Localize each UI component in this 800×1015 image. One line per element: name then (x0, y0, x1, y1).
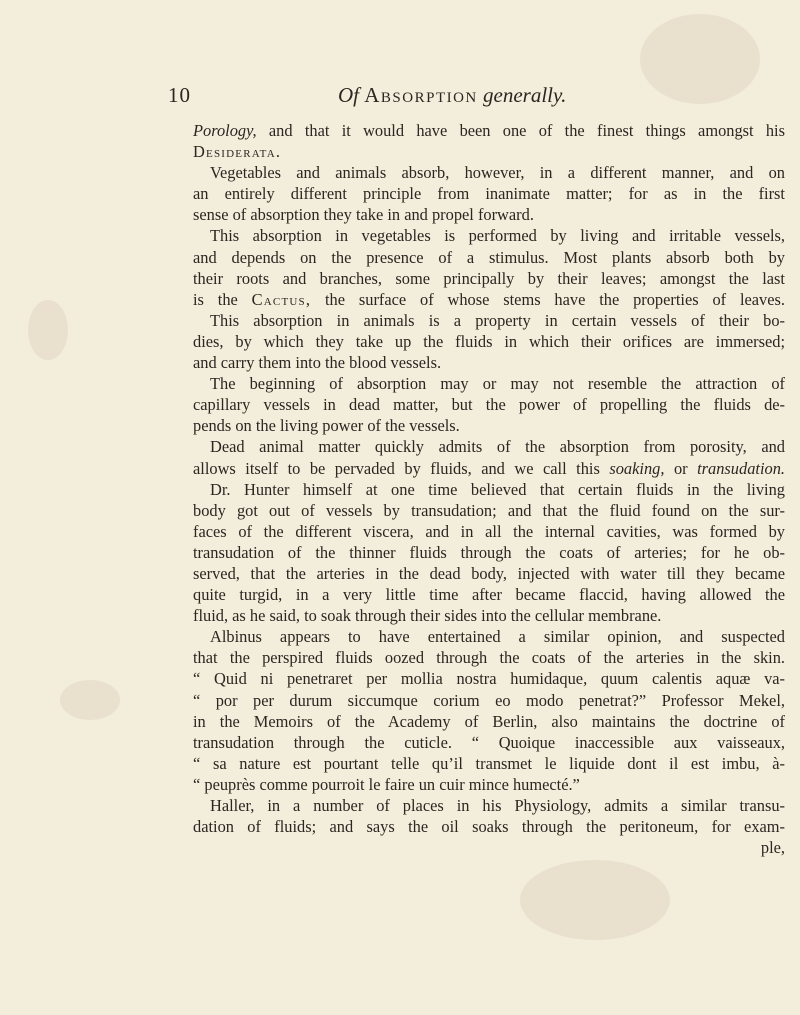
text-segment: in the Memoirs of the Academy of Berlin, also maintains the doctrine of (193, 711, 785, 731)
text-line (193, 584, 785, 605)
text-segment: The beginning of absorption may or may not resemble the attraction of (210, 374, 785, 394)
page-number: 10 (168, 83, 191, 107)
text-segment: This absorption in animals is a property in certain vessels of their bo- (210, 310, 785, 330)
text-segment: This absorption in vegetables is performed by living and irritable vessels, (210, 226, 785, 246)
paper-stain (640, 14, 760, 104)
text-segment: Porology, (193, 121, 257, 140)
running-title-end: generally. (483, 83, 567, 107)
text-segment: is the (193, 289, 252, 309)
text-line (193, 120, 785, 141)
paper-stain (28, 300, 68, 360)
text-line (193, 690, 785, 711)
text-segment: and depends on the presence of a stimulus. Most plants absorb both by (193, 247, 785, 267)
text-line (193, 837, 785, 858)
body-text (193, 120, 785, 858)
running-title (338, 80, 566, 110)
text-segment: allows itself to be pervaded by fluids, and we call this (193, 458, 610, 478)
text-segment: “ Quid ni penetraret per mollia nostra humidaque, quum calentis aquæ va- (193, 669, 785, 689)
running-title-of: Of (338, 83, 359, 107)
text-line (193, 711, 785, 732)
text-line (193, 247, 785, 268)
text-line (193, 352, 785, 373)
text-line (193, 458, 785, 479)
text-segment: dies, by which they take up the fluids in which their orifices are immersed; (193, 331, 785, 351)
text-segment: sense of absorption they take in and propel forward. (193, 205, 534, 225)
text-segment: transudation. (697, 458, 785, 478)
text-segment: Haller, in a number of places in his Physiology, admits a similar transu- (210, 796, 785, 815)
text-line (193, 521, 785, 542)
text-line (193, 183, 785, 204)
text-segment: transudation through the cuticle. “ Quoique inaccessible aux vaisseaux, (193, 732, 785, 752)
text-segment: and that it would have been one of the finest things amongst his (256, 121, 785, 140)
paper-stain (60, 680, 120, 720)
text-line (193, 626, 785, 647)
text-segment: dation of fluids; and says the oil soaks through the peritoneum, for exam- (193, 817, 785, 837)
text-segment: Vegetables and animals absorb, however, in a different manner, and on (210, 163, 785, 183)
text-segment: an entirely different principle from inanimate matter; for as in the first (193, 184, 785, 204)
text-segment: quite turgid, in a very little time after became flaccid, having allowed the (193, 585, 785, 605)
text-segment: capillary vessels in dead matter, but the power of propelling the fluids de- (193, 395, 785, 415)
text-line (193, 563, 785, 584)
text-segment: Desiderata. (193, 142, 282, 162)
text-line (193, 289, 785, 310)
text-segment: fluid, as he said, to soak through their sides into the cellular membrane. (193, 606, 662, 626)
text-line (193, 415, 785, 436)
text-segment: served, that the arteries in the dead body, injected with water till they became (193, 563, 785, 583)
text-segment: pends on the living power of the vessels. (193, 416, 460, 436)
text-line (193, 500, 785, 521)
text-segment: faces of the different viscera, and in all the internal cavities, was formed by (193, 521, 785, 541)
text-segment: body got out of vessels by transudation; and that the fluid found on the sur- (193, 500, 785, 520)
text-line (193, 162, 785, 183)
text-segment: Dead animal matter quickly admits of the absorption from porosity, and (210, 437, 785, 457)
text-line (193, 373, 785, 394)
text-line (193, 816, 785, 837)
text-segment: Dr. Hunter himself at one time believed that certain fluids in the living (210, 479, 785, 499)
text-line (193, 795, 785, 816)
text-segment: “ sa nature est pourtant telle qu’il transmet le liquide dont il est imbu, à- (193, 753, 785, 773)
text-line (193, 668, 785, 689)
text-segment: the surface of whose stems have the properties of leaves. (311, 289, 785, 309)
paper-stain (520, 860, 670, 940)
text-segment: or (664, 458, 698, 478)
text-line (193, 310, 785, 331)
text-segment: that the perspired fluids oozed through the coats of the arteries in the skin. (193, 648, 785, 668)
text-line (193, 753, 785, 774)
text-line (193, 479, 785, 500)
text-line (193, 436, 785, 457)
text-segment: soaking, (609, 458, 665, 478)
text-line (193, 141, 785, 162)
text-line (193, 605, 785, 626)
running-header (168, 80, 638, 110)
text-line (193, 774, 785, 795)
text-segment: Albinus appears to have entertained a similar opinion, and suspected (210, 627, 785, 647)
running-title-main: Absorption (364, 83, 478, 107)
text-segment: their roots and branches, some principally by their leaves; amongst the last (193, 268, 785, 288)
text-line (193, 542, 785, 563)
text-segment: “ peuprès comme pourroit le faire un cuir mince humecté.” (193, 774, 580, 794)
text-segment: “ por per durum siccumque corium eo modo penetrat?” Professor Mekel, (193, 690, 785, 710)
text-line (193, 204, 785, 225)
text-segment: transudation of the thinner fluids through the coats of arteries; for he ob- (193, 542, 785, 562)
text-segment: Cactus, (251, 289, 312, 309)
text-line (193, 225, 785, 246)
text-line (193, 268, 785, 289)
text-line (193, 647, 785, 668)
text-line (193, 732, 785, 753)
text-segment: ple, (760, 838, 785, 858)
text-line (193, 331, 785, 352)
text-line (193, 394, 785, 415)
text-segment: and carry them into the blood vessels. (193, 353, 442, 373)
